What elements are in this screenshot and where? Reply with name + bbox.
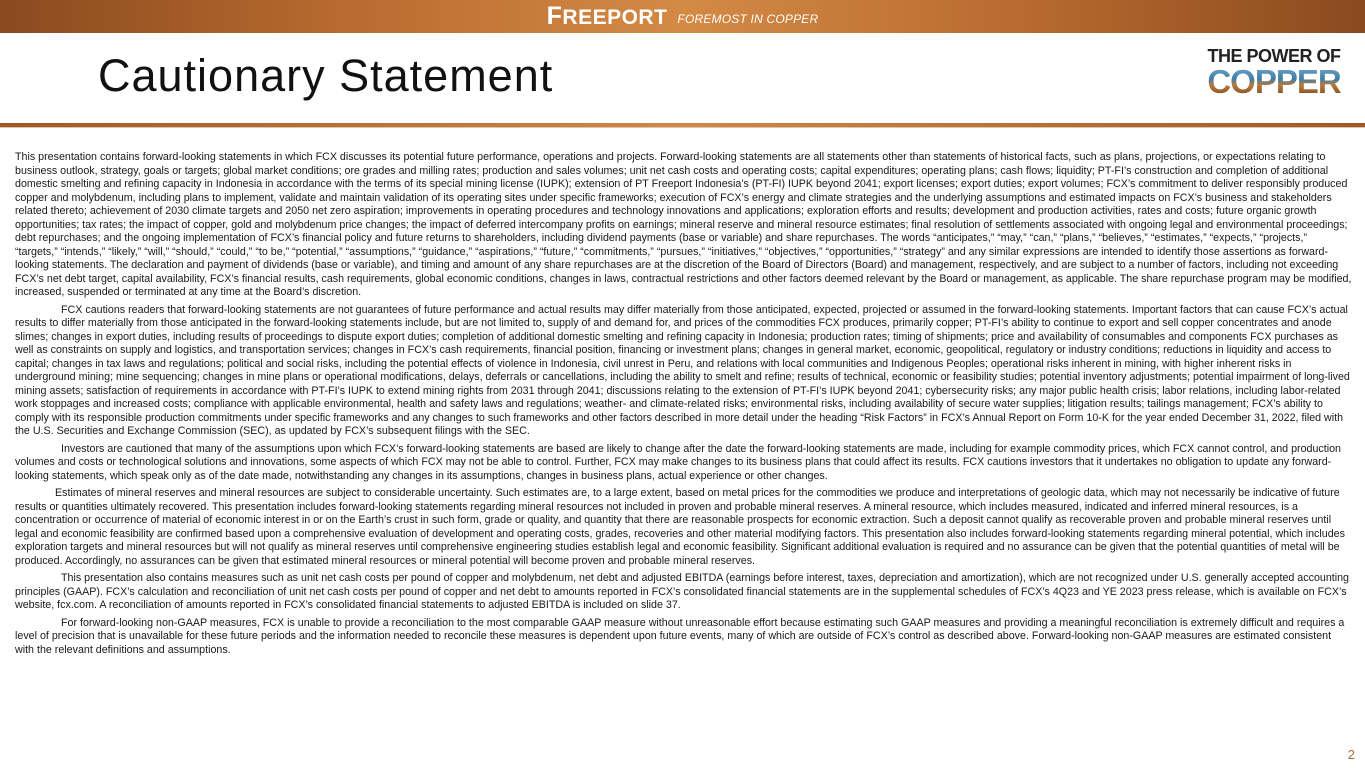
paragraph-reconciliation: For forward-looking non-GAAP measures, FCX is unable to provide a reconciliation to the most comparable GAAP measure without unreasonable effort because estimating such GAAP measures and providing a meaningful reconciliation is extremely difficult and requires a level of precision that is unavailable for these future periods and the information needed to reconcile these measures is dependent upon future events, many of which are outside of FCX’s control as described above. Forward-looking non-GAAP measures are estimated consistent with the relevant definitions and assumptions. [15, 616, 1345, 656]
paragraph-non-gaap: This presentation also contains measures such as unit net cash costs per pound of copper and molybdenum, net debt and adjusted EBITDA (earnings before interest, taxes, depreciation and amortization), which are not recognized under U.S. generally accepted accounting principles (GAAP). FCX’s calculation and reconciliation of unit net cash costs per pound of copper and net debt to amounts reported in FCX’s consolidated financial statements are in the supplemental schedules of FCX’s 4Q23 and YE 2023 press release, which is available on FCX’s website, fcx.com. A reconciliation of amounts reported in FCX’s consolidated financial statements to adjusted EBITDA is included on slide 37. [15, 572, 1350, 611]
paragraph-forward-looking: This presentation contains forward-looking statements in which FCX discusses its potential future performance, operations and projects. Forward-looking statements are all statements other than statements of historical facts, such as plans, projections, or expectations relating to business outlook, strategy, goals or targets; global market conditions; ore grades and milling rates; production and sales volumes; unit net cash costs and operating costs; capital expenditures; operating plans; cash flows; liquidity; PT-FI’s construction and completion of additional domestic smelting and refining capacity in Indonesia in accordance with the terms of its special mining license (IUPK); extension of PT Freeport Indonesia’s (PT-FI) IUPK beyond 2041; export licenses; export duties; export volumes; FCX’s commitment to deliver responsibly produced copper and molybdenum, including plans to implement, validate and maintain validation of its operating sites under specific frameworks; execution of FCX’s energy and climate strategies and the underlying assumptions and estimated impacts on FCX’s business and stakeholders related thereto; achievement of 2030 climate targets and 2050 net zero aspiration; improvements in operating procedures and technology innovations and applications; exploration efforts and results; development and production activities, rates and costs; future organic growth opportunities; tax rates; the impact of copper, gold and molybdenum price changes; the impact of deferred intercompany profits on earnings; mineral reserve and mineral resource estimates; final resolution of settlements associated with ongoing legal and environmental proceedings; debt repurchases; and the ongoing implementation of FCX’s financial policy and future returns to shareholders, including dividend payments (base or variable) and share repurchases. The words “anticipates,” “may,” “can,” “plans,” “believes,” “estimates,” “expects,” “projects,” “targets,” “intends,” “likely,” “will,” “should,” “could,” “to be,” “potential,” “assumptions,” “guidance,” “aspirations,” “future,” “commitments,” “pursues,” “initiatives,” “objectives,” “opportunities,” “strategy” and any similar expressions are intended to identify those assertions as forward-looking statements. The declaration and payment of dividends (base or variable), and timing and amount of any share repurchases are at the discretion of the Board of Directors (Board) and management, respectively, and are subject to a number of factors, including not exceeding FCX’s net debt target, capital availability, FCX’s financial results, cash requirements, global economic conditions, changes in laws, contractual restrictions and other factors deemed relevant by the Board or management, as applicable. The share repurchase program may be modified, increased, suspended or terminated at any time at the Board’s discretion. [15, 151, 1352, 298]
paragraph-estimates: Estimates of mineral reserves and mineral resources are subject to considerable uncertainty. Such estimates are, to a large extent, based on metal prices for the commodities we produce and interpretations of geologic data, which may not necessarily be indicative of future results or quantities ultimately recovered. This presentation includes forward-looking statements regarding mineral resources not included in proven and probable mineral reserves. A mineral resource, which includes measured, indicated and inferred mineral resources, is a concentration or occurrence of material of economic interest in or on the Earth’s crust in such form, grade or quality, and quantity that there are reasonable prospects for economic extraction. Such a deposit cannot qualify as recoverable proven and probable mineral reserves until legal and economic feasibility are confirmed based upon a comprehensive evaluation of development and operating costs, grades, recoveries and other material modifying factors. This presentation also includes forward-looking statements regarding mineral potential, which includes exploration targets and mineral resources but will not qualify as mineral reserves until comprehensive engineering studies establish legal and economic feasibility. Significant additional evaluation is required and no assurance can be given that the potential quantities of metal will be produced. Accordingly, no assurances can be given that estimated mineral resources or mineral potential will become proven and probable mineral reserves. [15, 487, 1345, 567]
power-of-copper-logo [1193, 46, 1355, 100]
title-divider-shadow [0, 127, 1365, 128]
header-bar [0, 0, 1365, 33]
cautionary-statement-body [15, 151, 1352, 661]
brand-tagline: FOREMOST IN COPPER [677, 11, 819, 26]
page-title: Cautionary Statement [98, 50, 554, 101]
logo-line-2: COPPER [1193, 67, 1355, 97]
paragraph-investors: Investors are cautioned that many of the assumptions upon which FCX’s forward-looking statements are based are likely to change after the date the forward-looking statements are made, including for example commodity prices, which FCX cannot control, and production volumes and costs or technological solutions and innovations, some aspects of which FCX may not be able to control. Further, FCX may make changes to its business plans that could affect its results. FCX cautions investors that it undertakes no obligation to update any forward-looking statements, which speak only as of the date made, notwithstanding any changes in its assumptions, changes in business plans, actual experience or other changes. [15, 442, 1342, 482]
paragraph-cautions: FCX cautions readers that forward-looking statements are not guarantees of future performance and actual results may differ materially from those anticipated, expected, projected or assumed in the forward-looking statements. Important factors that can cause FCX’s actual results to differ materially from those anticipated in the forward-looking statements include, but are not limited to, supply of and demand for, and prices of the commodities FCX produces, primarily copper; PT-FI’s ability to continue to export and sell copper concentrates and anode slimes; changes in export duties, including results of proceedings to dispute export duties; completion of additional domestic smelting and refining capacity in Indonesia; production rates; timing of shipments; price and availability of consumables and components FCX purchases as well as constraints on supply and logistics, and transportation services; changes in FCX’s cash requirements, financial position, financing or investment plans; changes in general market, economic, geopolitical, regulatory or industry conditions; reductions in liquidity and access to capital; changes in tax laws and regulations; political and social risks, including the potential effects of violence in Indonesia, civil unrest in Peru, and relations with local communities and Indigenous Peoples; operational risks inherent in mining, with higher inherent risks in underground mining; mine sequencing; changes in mine plans or operational modifications, delays, deferrals or cancellations, including the ability to smelt and refine; results of technical, economic or feasibility studies; potential inventory adjustments; potential impairment of long-lived mining assets; satisfaction of requirements in accordance with PT-FI’s IUPK to extend mining rights from 2031 through 2041; discussions relating to the extension of PT-FI’s IUPK beyond 2041; cybersecurity risks; any major public health crisis; labor relations, including labor-related work stoppages and increased costs; compliance with applicable environmental, health and safety laws and regulations; weather- and climate-related risks; environmental risks, including availability of secure water supplies; litigation results; tailings management; FCX’s ability to comply with its responsible production commitments under specific frameworks and any changes to such frameworks and other factors described in more detail under the heading “Risk Factors” in FCX’s Annual Report on Form 10-K for the year ended December 31, 2022, filed with the U.S. Securities and Exchange Commission (SEC), as updated by FCX’s subsequent filings with the SEC. [15, 303, 1350, 437]
page-number: 2 [1347, 747, 1355, 762]
logo-line-1: THE POWER OF [1207, 46, 1341, 66]
brand-logo: FREEPORT [546, 2, 668, 30]
